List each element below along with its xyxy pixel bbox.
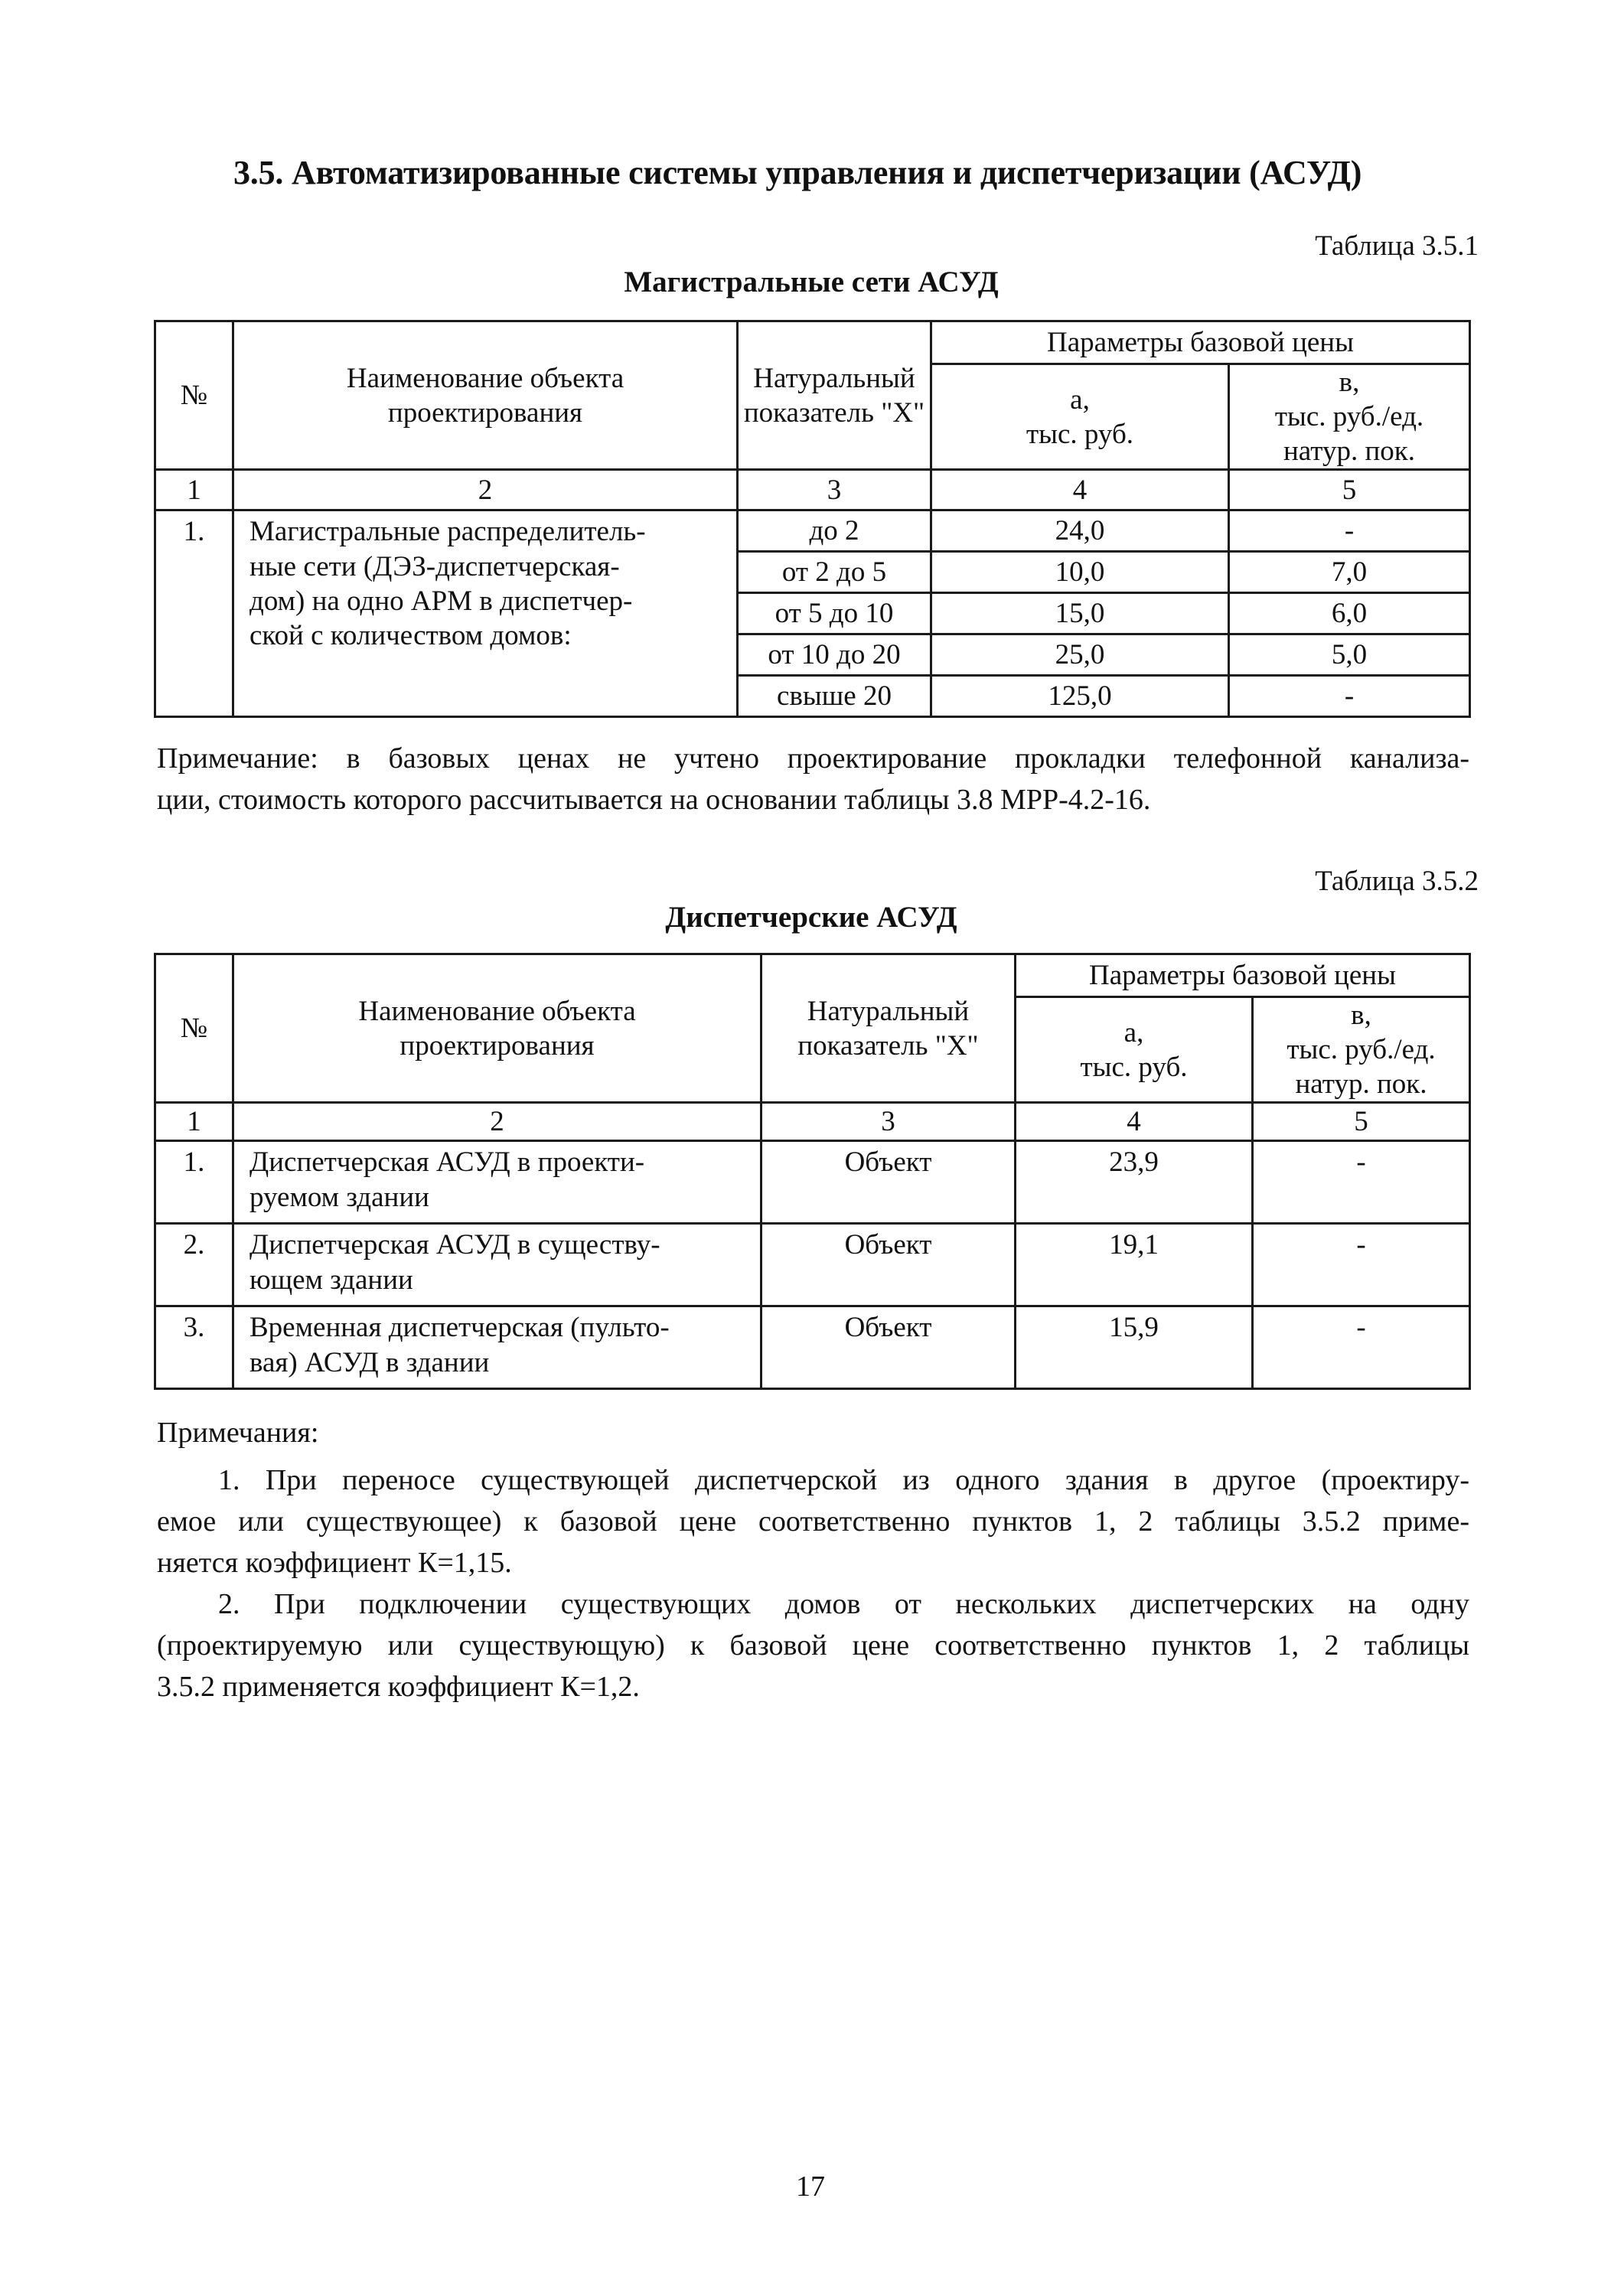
row-name-line: ющем здании [249,1264,413,1296]
header-num: № [155,321,233,470]
notes-heading: Примечания: [157,1417,319,1449]
header-params: Параметры базовой цены [1016,954,1470,997]
table-row [155,1306,1470,1389]
table-label-3-5-1: Таблица 3.5.1 [1315,230,1479,262]
header-num: № [155,954,233,1103]
row-name [233,510,738,717]
table-row [155,510,1470,552]
column-index: 3 [738,470,931,510]
row-name-line: ской с количеством домов: [249,619,572,651]
cell-natural: Объект [761,1306,1016,1389]
cell-b: - [1253,1141,1470,1224]
column-index: 1 [155,1103,233,1141]
table-caption-trunk-networks: Магистральные сети АСУД [624,266,999,298]
cell-a: 15,9 [1016,1306,1253,1389]
header-b [1229,364,1470,470]
note-2-line1: 2. При подключении существующих домов от нескольких диспетчерских на одну [218,1588,1469,1620]
column-index: 4 [1016,1103,1253,1141]
page-number: 17 [796,2170,825,2203]
header-name [233,954,761,1103]
table-caption-dispatch: Диспетчерские АСУД [665,901,957,934]
cell-natural: от 2 до 5 [738,552,931,593]
row-name-line: руемом здании [249,1181,429,1213]
row-name-line: Магистральные распределитель- [249,516,646,548]
header-a [1016,997,1253,1103]
column-index: 5 [1229,470,1470,510]
cell-a: 24,0 [931,510,1229,552]
table-label-3-5-2: Таблица 3.5.2 [1315,866,1479,897]
row-number: 3. [155,1306,233,1389]
header-b-line2: тыс. руб./ед. [1274,401,1424,433]
row-name [233,1224,761,1306]
column-index-row [155,470,1470,510]
cell-a: 19,1 [1016,1224,1253,1306]
cell-a: 125,0 [931,676,1229,717]
header-b-line3: натур. пок. [1283,435,1415,468]
column-index: 4 [931,470,1229,510]
table1-note [157,738,1469,820]
row-name-line: вая) АСУД в здании [249,1346,490,1378]
header-natural-line2: показатель "X" [797,1029,979,1062]
cell-a: 15,0 [931,593,1229,634]
cell-natural: от 5 до 10 [738,593,931,634]
table2-notes [157,1412,1469,1707]
cell-b: 7,0 [1229,552,1470,593]
cell-a: 25,0 [931,634,1229,676]
header-a [931,364,1229,470]
column-index: 2 [233,1103,761,1141]
header-natural-line1: Натуральный [807,995,970,1027]
table1-note-line1: Примечание: в базовых ценах не учтено проектирование прокладки телефонной канализа- [157,742,1469,775]
header-name-line2: проектирования [399,1029,595,1062]
row-number: 2. [155,1224,233,1306]
table-row [155,1224,1470,1306]
section-title: 3.5. Автоматизированные системы управления и диспетчеризации (АСУД) [233,154,1362,191]
row-name-line: Диспетчерская АСУД в проекти- [249,1146,645,1179]
column-index-row [155,1103,1470,1141]
header-b-line3: натур. пок. [1295,1068,1427,1101]
row-name [233,1306,761,1389]
note-1-line2: емое или существующее) к базовой цене соответственно пунктов 1, 2 таблицы 3.5.2 приме- [157,1505,1469,1538]
cell-b: - [1253,1224,1470,1306]
row-name-line: Диспетчерская АСУД в существу- [249,1229,660,1261]
column-index: 5 [1253,1103,1470,1141]
header-natural-line1: Натуральный [753,362,915,394]
header-natural [761,954,1016,1103]
note-1-line3: няется коэффициент К=1,15. [157,1547,512,1579]
table-row [155,1141,1470,1224]
header-name-line1: Наименование объекта [346,362,624,394]
row-number: 1. [155,510,233,717]
header-b-line1: в, [1351,1000,1371,1031]
table1-note-line2: ции, стоимость которого рассчитывается на основании таблицы 3.8 МРР-4.2-16. [157,784,1151,816]
cell-b: - [1253,1306,1470,1389]
cell-a: 10,0 [931,552,1229,593]
header-b-line2: тыс. руб./ед. [1286,1034,1436,1066]
cell-b: 5,0 [1229,634,1470,676]
cell-natural: Объект [761,1224,1016,1306]
note-2-line2: (проектируемую или существующую) к базовой цене соответственно пунктов 1, 2 таблицы [157,1629,1469,1662]
cell-natural: до 2 [738,510,931,552]
cell-b: - [1229,676,1470,717]
header-natural [738,321,931,470]
header-name-line2: проектирования [387,396,583,429]
header-a-line1: а, [1070,383,1090,416]
cell-natural: Объект [761,1141,1016,1224]
header-b [1253,997,1470,1103]
cell-natural: свыше 20 [738,676,931,717]
row-number: 1. [155,1141,233,1224]
header-name [233,321,738,470]
header-name-line1: Наименование объекта [358,995,636,1027]
table-trunk-networks [154,320,1471,718]
cell-natural: от 10 до 20 [738,634,931,676]
column-index: 3 [761,1103,1016,1141]
column-index: 1 [155,470,233,510]
header-params: Параметры базовой цены [931,321,1470,364]
row-name-line: ные сети (ДЭЗ-диспетчерская- [249,550,620,582]
header-a-line1: а, [1123,1016,1144,1049]
note-2-line3: 3.5.2 применяется коэффициент К=1,2. [157,1671,640,1703]
row-name-line: дом) на одно АРМ в диспетчер- [249,585,633,617]
column-index: 2 [233,470,738,510]
note-1-line1: 1. При переносе существующей диспетчерской из одного здания в другое (проектиру- [218,1464,1469,1496]
header-b-line1: в, [1339,367,1360,398]
cell-b: 6,0 [1229,593,1470,634]
header-natural-line2: показатель "X" [743,396,925,429]
table-dispatch-systems [154,953,1471,1390]
header-a-line2: тыс. руб. [1080,1051,1188,1083]
cell-b: - [1229,510,1470,552]
header-a-line2: тыс. руб. [1026,418,1134,450]
row-name [233,1141,761,1224]
cell-a: 23,9 [1016,1141,1253,1224]
row-name-line: Временная диспетчерская (пульто- [249,1312,670,1344]
